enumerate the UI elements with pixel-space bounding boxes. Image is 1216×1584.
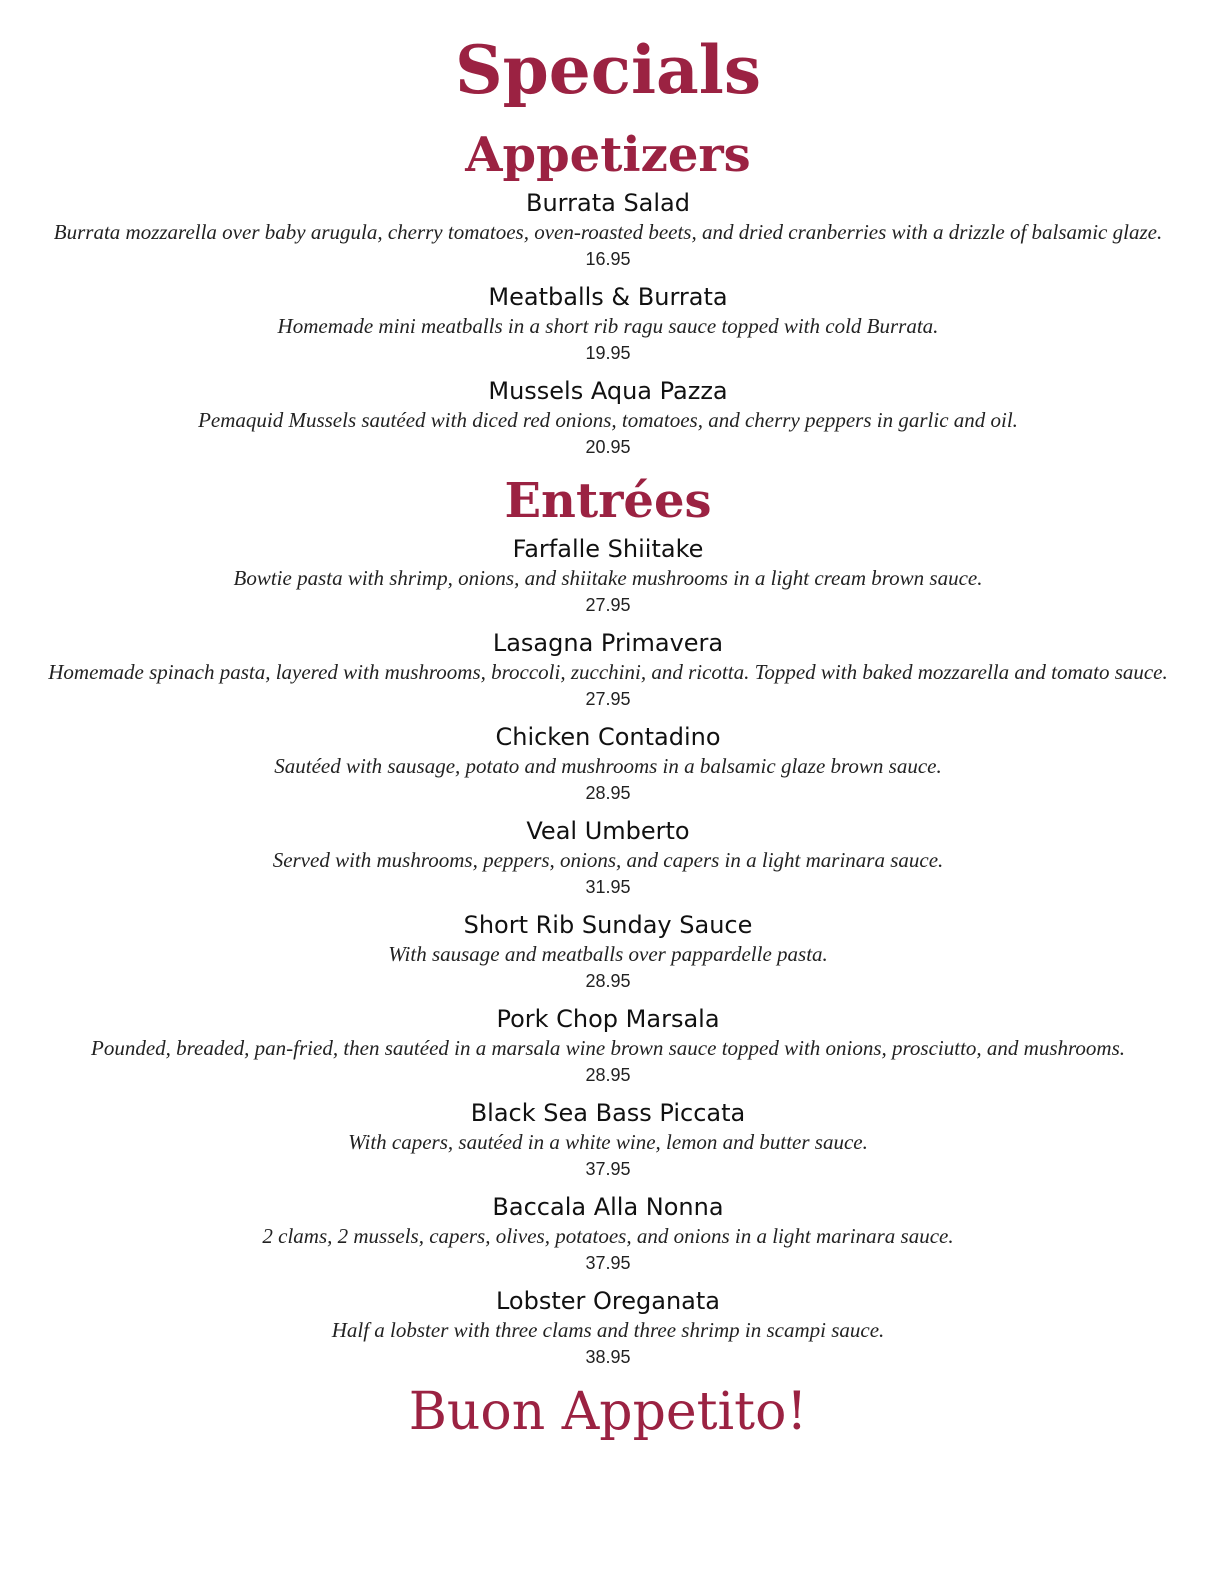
item-price: 28.95 bbox=[585, 783, 631, 803]
item-price: 31.95 bbox=[585, 877, 631, 897]
section-heading: Appetizers bbox=[465, 127, 751, 183]
closing-message: Buon Appetito! bbox=[408, 1382, 808, 1442]
item-name: Farfalle Shiitake bbox=[512, 535, 704, 563]
menu-sections bbox=[40, 124, 1176, 1370]
item-name: Meatballs & Burrata bbox=[488, 283, 728, 311]
item-price: 27.95 bbox=[585, 595, 631, 615]
item-description: Burrata mozzarella over baby arugula, cherry tomatoes, oven-roasted beets, and dried cranberries with a drizzle of balsamic glaze. bbox=[53, 220, 1163, 244]
item-price: 38.95 bbox=[585, 1347, 631, 1367]
item-name: Veal Umberto bbox=[526, 817, 690, 845]
menu-item bbox=[40, 722, 1176, 806]
menu-item bbox=[40, 1286, 1176, 1370]
item-price: 19.95 bbox=[585, 343, 631, 363]
item-name: Chicken Contadino bbox=[495, 723, 721, 751]
menu-item bbox=[40, 1098, 1176, 1182]
item-name: Lobster Oreganata bbox=[495, 1287, 720, 1315]
item-description: Sautéed with sausage, potato and mushrooms in a balsamic glaze brown sauce. bbox=[274, 754, 942, 778]
item-price: 37.95 bbox=[585, 1253, 631, 1273]
item-description: Homemade spinach pasta, layered with mushrooms, broccoli, zucchini, and ricotta. Topped with baked mozzarella and tomato sauce. bbox=[48, 660, 1168, 684]
menu-section bbox=[40, 470, 1176, 1370]
item-name: Pork Chop Marsala bbox=[496, 1005, 720, 1033]
item-description: Served with mushrooms, peppers, onions, and capers in a light marinara sauce. bbox=[272, 848, 944, 872]
menu-item bbox=[40, 282, 1176, 366]
menu-item bbox=[40, 534, 1176, 618]
item-price: 27.95 bbox=[585, 689, 631, 709]
menu-item bbox=[40, 188, 1176, 272]
menu-item bbox=[40, 376, 1176, 460]
item-description: Half a lobster with three clams and three shrimp in scampi sauce. bbox=[331, 1318, 885, 1342]
item-price: 28.95 bbox=[585, 971, 631, 991]
page-title: Specials bbox=[454, 31, 762, 109]
item-name: Lasagna Primavera bbox=[492, 629, 724, 657]
item-price: 37.95 bbox=[585, 1159, 631, 1179]
item-name: Burrata Salad bbox=[526, 189, 690, 217]
item-description: With capers, sautéed in a white wine, lemon and butter sauce. bbox=[348, 1130, 868, 1154]
item-description: 2 clams, 2 mussels, capers, olives, potatoes, and onions in a light marinara sauce. bbox=[262, 1224, 954, 1248]
item-name: Mussels Aqua Pazza bbox=[488, 377, 728, 405]
item-name: Short Rib Sunday Sauce bbox=[463, 911, 753, 939]
item-description: Pemaquid Mussels sautéed with diced red onions, tomatoes, and cherry peppers in garlic and oil. bbox=[198, 408, 1018, 432]
item-description: Homemade mini meatballs in a short rib ragu sauce topped with cold Burrata. bbox=[277, 314, 939, 338]
item-name: Baccala Alla Nonna bbox=[492, 1193, 724, 1221]
item-price: 20.95 bbox=[585, 437, 631, 457]
item-name: Black Sea Bass Piccata bbox=[470, 1099, 746, 1127]
item-price: 28.95 bbox=[585, 1065, 631, 1085]
menu-item bbox=[40, 816, 1176, 900]
item-description: With sausage and meatballs over pappardelle pasta. bbox=[388, 942, 828, 966]
menu-item bbox=[40, 1192, 1176, 1276]
item-price: 16.95 bbox=[585, 249, 631, 269]
item-description: Pounded, breaded, pan-fried, then sautéed in a marsala wine brown sauce topped with onions, prosciutto, and mushrooms. bbox=[91, 1036, 1125, 1060]
menu-item bbox=[40, 910, 1176, 994]
menu-item bbox=[40, 628, 1176, 712]
section-heading: Entrées bbox=[504, 473, 712, 529]
menu-section bbox=[40, 124, 1176, 460]
menu-item bbox=[40, 1004, 1176, 1088]
item-description: Bowtie pasta with shrimp, onions, and shiitake mushrooms in a light cream brown sauce. bbox=[233, 566, 983, 590]
